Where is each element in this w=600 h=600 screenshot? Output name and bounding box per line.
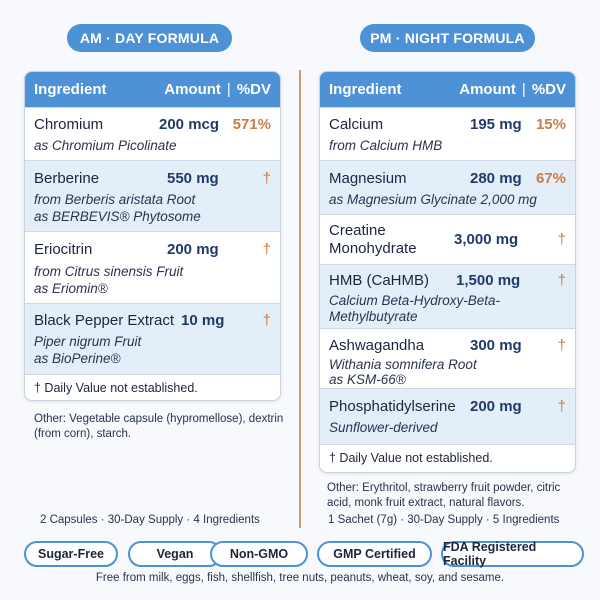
dv-footnote: † Daily Value not established. [320, 444, 575, 471]
ingredient-dv: † [262, 241, 271, 258]
pm-supplement-table [319, 71, 576, 473]
badge-sugar-free: Sugar-Free [24, 541, 118, 567]
table-row [320, 160, 575, 214]
am-supply-info: 2 Capsules · 30-Day Supply · 4 Ingredients [40, 514, 260, 526]
ingredient-name: Creatine [329, 222, 386, 239]
ingredient-name: Chromium [34, 116, 104, 133]
header-amount: Amount [459, 81, 516, 98]
pm-supply-info: 1 Sachet (7g) · 30-Day Supply · 5 Ingredients [328, 514, 560, 526]
header-ingredient: Ingredient [329, 81, 402, 98]
ingredient-name: HMB (CaHMB) [329, 272, 429, 289]
table-header [25, 72, 280, 107]
header-ingredient: Ingredient [34, 81, 107, 98]
badge-fda-registered: FDA Registered Facility [441, 541, 584, 567]
am-formula-title: AM · DAY FORMULA [67, 24, 232, 52]
ingredient-source: Piper nigrum Fruit [34, 334, 142, 349]
ingredient-amount: 200 mg [470, 398, 522, 415]
ingredient-source: from Berberis aristata Root [34, 192, 196, 207]
ingredient-source: Calcium Beta-Hydroxy-Beta- [329, 293, 501, 308]
table-row [25, 107, 280, 160]
ingredient-dv: † [557, 231, 566, 248]
table-header [320, 72, 575, 107]
table-row [25, 160, 280, 231]
ingredient-name: Phosphatidylserine [329, 398, 456, 415]
header-separator: | [521, 81, 526, 98]
header-dv: %DV [531, 81, 566, 98]
column-divider [299, 70, 301, 528]
ingredient-name: Calcium [329, 116, 384, 133]
table-row [25, 231, 280, 303]
pm-formula-title: PM · NIGHT FORMULA [360, 24, 535, 52]
header-amount: Amount [164, 81, 221, 98]
ingredient-dv: 571% [232, 116, 271, 133]
table-row [320, 264, 575, 328]
header-separator: | [226, 81, 231, 98]
ingredient-dv: † [262, 170, 271, 187]
allergen-statement: Free from milk, eggs, fish, shellfish, tree nuts, peanuts, wheat, soy, and sesame. [95, 572, 505, 584]
ingredient-source: from Calcium HMB [329, 138, 443, 153]
ingredient-source: as Magnesium Glycinate 2,000 mg [329, 192, 537, 207]
ingredient-source-line2: as BioPerine® [34, 351, 121, 366]
ingredient-name: Eriocitrin [34, 241, 93, 258]
ingredient-source-line2: as BERBEVIS® Phytosome [34, 209, 201, 224]
ingredient-name: Black Pepper Extract [34, 312, 175, 329]
ingredient-dv: † [557, 337, 566, 354]
table-row [25, 303, 280, 374]
am-other-ingredients: Other: Vegetable capsule (hypromellose), dextrin (from corn), starch. [34, 413, 284, 440]
ingredient-source: Withania somnifera Root [329, 357, 477, 372]
ingredient-dv: 67% [535, 170, 566, 187]
ingredient-dv: 15% [535, 116, 566, 133]
ingredient-amount: 195 mg [470, 116, 522, 133]
ingredient-name: Berberine [34, 170, 100, 187]
table-row [320, 107, 575, 160]
ingredient-amount: 280 mg [470, 170, 522, 187]
ingredient-amount: 3,000 mg [454, 231, 519, 248]
ingredient-dv: † [557, 398, 566, 415]
dv-footnote: † Daily Value not established. [25, 374, 280, 401]
header-dv: %DV [236, 81, 271, 98]
ingredient-source-line2: as KSM-66® [329, 372, 406, 387]
table-row [320, 388, 575, 444]
badge-non-gmo: Non-GMO [210, 541, 308, 567]
ingredient-source: Sunflower-derived [329, 420, 438, 435]
ingredient-amount: 200 mg [167, 241, 219, 258]
pm-other-ingredients: Other: Erythritol, strawberry fruit powder, citric acid, monk fruit extract, natural flavors. [327, 482, 561, 509]
ingredient-amount: 10 mg [181, 312, 225, 329]
table-row [320, 328, 575, 388]
badge-vegan: Vegan [128, 541, 222, 567]
ingredient-amount: 300 mg [470, 337, 522, 354]
ingredient-amount: 200 mcg [159, 116, 220, 133]
ingredient-source-line2: as Eriomin® [34, 281, 108, 296]
certification-badges [24, 541, 584, 567]
ingredient-dv: † [557, 272, 566, 289]
ingredient-dv: † [262, 312, 271, 329]
ingredient-name-line2: Monohydrate [329, 240, 417, 257]
badge-gmp-certified: GMP Certified [317, 541, 432, 567]
ingredient-source: from Citrus sinensis Fruit [34, 264, 184, 279]
table-row [320, 214, 575, 264]
am-supplement-table [24, 71, 281, 401]
ingredient-name: Ashwagandha [329, 337, 425, 354]
ingredient-source: as Chromium Picolinate [34, 138, 177, 153]
ingredient-source-line2: Methylbutyrate [329, 309, 418, 324]
ingredient-amount: 550 mg [167, 170, 219, 187]
ingredient-amount: 1,500 mg [456, 272, 521, 289]
ingredient-name: Magnesium [329, 170, 407, 187]
